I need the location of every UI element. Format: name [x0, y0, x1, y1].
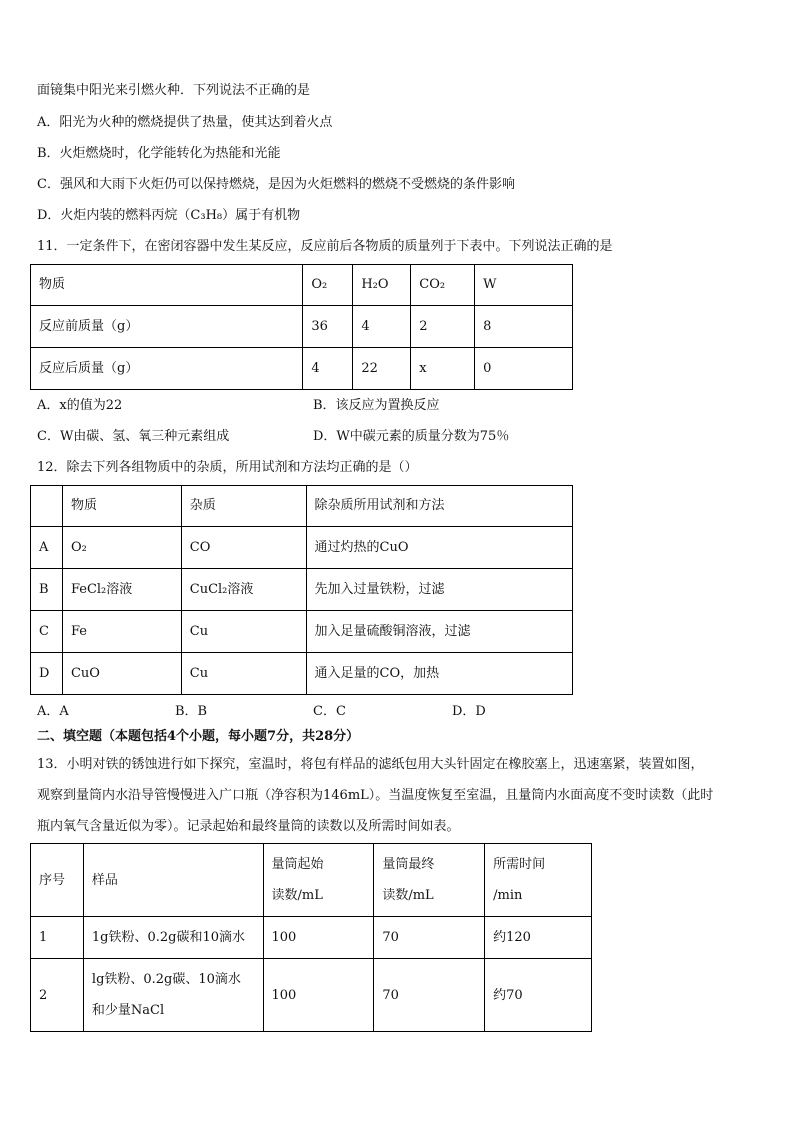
table-cell: O₂ [303, 265, 353, 306]
table-cell: 除杂质所用试剂和方法 [306, 486, 572, 527]
table-cell: 4 [353, 306, 411, 348]
table-cell: 序号 [31, 844, 84, 917]
q12-option-a: A．A [37, 704, 69, 719]
table-cell: C [31, 611, 63, 653]
table-cell: Fe [62, 611, 181, 653]
table-row [31, 527, 573, 569]
table-cell: CuO [62, 653, 181, 695]
table-cell: 通入足量的CO，加热 [306, 653, 572, 695]
table-cell: Cu [181, 653, 306, 695]
table-cell [31, 486, 63, 527]
table-cell: 22 [353, 348, 411, 390]
table-row [31, 611, 573, 653]
q13-line-3: 瓶内氧气含量近似为零）。记录起始和最终量筒的读数以及所需时间如表。 [37, 819, 460, 834]
q10-option-c: C．强风和大雨下火炬仍可以保持燃烧，是因为火炬燃料的燃烧不受燃烧的条件影响 [37, 177, 515, 192]
table-header-row [31, 486, 573, 527]
q13-table [30, 843, 592, 1032]
table-cell: 量筒起始 读数/mL [263, 844, 374, 917]
q10-option-b: B．火炬燃烧时，化学能转化为热能和光能 [37, 146, 281, 161]
table-cell: 反应前质量（g） [31, 306, 303, 348]
table-cell: 70 [374, 959, 485, 1032]
q11-stem: 11．一定条件下，在密闭容器中发生某反应，反应前后各物质的质量列于下表中。下列说法正确的是 [37, 239, 613, 254]
table-row [31, 917, 592, 959]
q11-option-c: C．W由碳、氢、氧三种元素组成 [37, 429, 230, 444]
table-cell: 物质 [62, 486, 181, 527]
table-cell: 2 [31, 959, 84, 1032]
table-cell: O₂ [62, 527, 181, 569]
table-cell: 约70 [485, 959, 592, 1032]
table-cell: x [411, 348, 475, 390]
table-cell: 加入足量硫酸铜溶液，过滤 [306, 611, 572, 653]
table-cell: CO [181, 527, 306, 569]
table-cell: 0 [475, 348, 573, 390]
table-cell: 70 [374, 917, 485, 959]
q11-option-d: D．W中碳元素的质量分数为75％ [313, 429, 510, 444]
table-cell: H₂O [353, 265, 411, 306]
table-cell: 1g铁粉、0.2g碳和10滴水 [83, 917, 263, 959]
q11-option-a: A．x的值为22 [37, 398, 123, 413]
table-cell: A [31, 527, 63, 569]
table-row [31, 653, 573, 695]
table-row [31, 348, 573, 390]
table-row [31, 306, 573, 348]
q12-option-d: D．D [452, 704, 486, 719]
table-header-row [31, 265, 573, 306]
table-cell: CO₂ [411, 265, 475, 306]
table-cell: 1 [31, 917, 84, 959]
table-cell: 样品 [83, 844, 263, 917]
q11-table [30, 264, 573, 390]
table-cell: 8 [475, 306, 573, 348]
q13-line-2: 观察到量筒内水沿导管慢慢进入广口瓶（净容积为146mL）。当温度恢复至室温，且量筒内水面高度不变时读数（此时 [37, 788, 714, 803]
table-cell: FeCl₂溶液 [62, 569, 181, 611]
table-cell: 先加入过量铁粉，过滤 [306, 569, 572, 611]
table-cell: 反应后质量（g） [31, 348, 303, 390]
table-header-row [31, 844, 592, 917]
table-cell: lg铁粉、0.2g碳、10滴水 和少量NaCl [83, 959, 263, 1032]
table-cell: 100 [263, 959, 374, 1032]
table-cell: 通过灼热的CuO [306, 527, 572, 569]
q13-line-1: 13．小明对铁的锈蚀进行如下探究，室温时，将包有样品的滤纸包用大头针固定在橡胶塞上，迅速塞紧，装置如图， [37, 757, 704, 772]
q11-option-b: B．该反应为置换反应 [313, 398, 440, 413]
table-cell: 约120 [485, 917, 592, 959]
q10-option-a: A．阳光为火种的燃烧提供了热量，使其达到着火点 [37, 115, 333, 130]
table-cell: B [31, 569, 63, 611]
table-row [31, 569, 573, 611]
table-cell: 物质 [31, 265, 303, 306]
table-cell: W [475, 265, 573, 306]
table-cell: 所需时间 /min [485, 844, 592, 917]
table-row [31, 959, 592, 1032]
section-title: 二、填空题（本题包括4个小题，每小题7分，共28分） [37, 729, 360, 744]
q12-stem: 12．除去下列各组物质中的杂质，所用试剂和方法均正确的是（） [37, 460, 418, 475]
q12-option-c: C．C [313, 704, 346, 719]
q12-option-b: B．B [175, 704, 208, 719]
table-cell: 量筒最终 读数/mL [374, 844, 485, 917]
table-cell: 4 [303, 348, 353, 390]
table-cell: 36 [303, 306, 353, 348]
table-cell: D [31, 653, 63, 695]
table-cell: Cu [181, 611, 306, 653]
table-cell: CuCl₂溶液 [181, 569, 306, 611]
q12-table [30, 485, 573, 695]
table-cell: 100 [263, 917, 374, 959]
q10-option-d: D．火炬内装的燃料丙烷（C₃H₈）属于有机物 [37, 208, 301, 223]
table-cell: 2 [411, 306, 475, 348]
q10-stem: 面镜集中阳光来引燃火种．下列说法不正确的是 [37, 83, 311, 98]
table-cell: 杂质 [181, 486, 306, 527]
